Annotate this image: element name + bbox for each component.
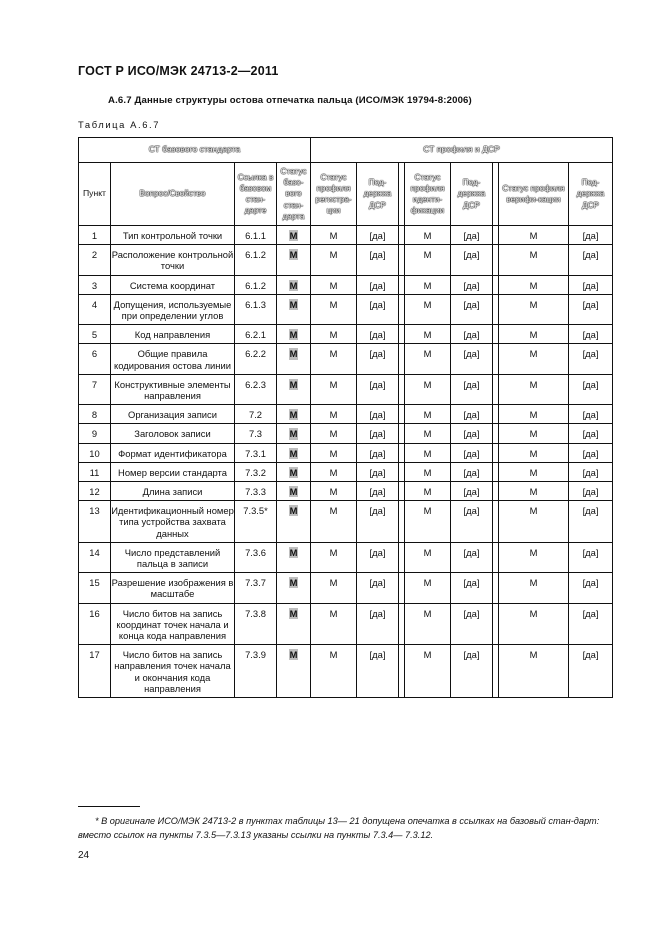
- row-base-status: [277, 226, 311, 245]
- row-item-number: 14: [79, 542, 111, 572]
- base-status-mark: M: [289, 577, 298, 589]
- table-row: [79, 501, 613, 543]
- table-row: [79, 573, 613, 603]
- base-status-mark: M: [289, 298, 298, 310]
- row-id-support: [да]: [451, 405, 493, 424]
- row-id-status: M: [405, 294, 451, 324]
- row-id-status: M: [405, 462, 451, 481]
- row-ver-status: M: [499, 325, 569, 344]
- row-reg-support: [да]: [357, 573, 399, 603]
- row-id-support: [да]: [451, 645, 493, 698]
- row-ver-support: [да]: [569, 542, 613, 572]
- table-row: [79, 294, 613, 324]
- row-reference: 6.1.2: [235, 275, 277, 294]
- row-reg-support: [да]: [357, 344, 399, 374]
- row-id-support: [да]: [451, 294, 493, 324]
- row-question: Код направления: [111, 325, 235, 344]
- row-ver-status: M: [499, 443, 569, 462]
- base-status-mark: M: [289, 607, 298, 619]
- row-item-number: 6: [79, 344, 111, 374]
- base-status-mark: M: [289, 649, 298, 661]
- col-header-ver-status: Статус профиля верифи-кации: [499, 163, 569, 226]
- row-id-support: [да]: [451, 462, 493, 481]
- row-reg-status: M: [311, 443, 357, 462]
- row-question: Длина записи: [111, 482, 235, 501]
- row-id-support: [да]: [451, 424, 493, 443]
- row-question: Система координат: [111, 275, 235, 294]
- row-reg-support: [да]: [357, 275, 399, 294]
- row-reference: 7.3.6: [235, 542, 277, 572]
- row-ver-support: [да]: [569, 603, 613, 645]
- table-row: [79, 344, 613, 374]
- base-status-mark: M: [289, 466, 298, 478]
- row-ver-status: M: [499, 245, 569, 275]
- row-reg-support: [да]: [357, 462, 399, 481]
- row-id-support: [да]: [451, 443, 493, 462]
- table-row: [79, 245, 613, 275]
- row-id-status: M: [405, 573, 451, 603]
- row-id-support: [да]: [451, 344, 493, 374]
- row-id-status: M: [405, 424, 451, 443]
- row-reference: 7.3.9: [235, 645, 277, 698]
- row-ver-support: [да]: [569, 482, 613, 501]
- row-base-status: [277, 374, 311, 404]
- row-reg-status: M: [311, 573, 357, 603]
- row-id-status: M: [405, 542, 451, 572]
- row-reg-support: [да]: [357, 226, 399, 245]
- row-ver-support: [да]: [569, 344, 613, 374]
- row-question: Заголовок записи: [111, 424, 235, 443]
- row-reference: 7.3.7: [235, 573, 277, 603]
- row-id-support: [да]: [451, 573, 493, 603]
- col-header-id-status: Статус профиля иденти-фикации: [405, 163, 451, 226]
- row-reg-support: [да]: [357, 603, 399, 645]
- row-question: Идентификационный номер типа устройства захвата данных: [111, 501, 235, 543]
- row-id-status: M: [405, 374, 451, 404]
- row-reg-status: M: [311, 542, 357, 572]
- footnote-divider: [78, 806, 140, 807]
- row-base-status: [277, 245, 311, 275]
- row-item-number: 4: [79, 294, 111, 324]
- spec-table: [78, 137, 613, 698]
- row-item-number: 7: [79, 374, 111, 404]
- row-id-status: M: [405, 245, 451, 275]
- table-row: [79, 482, 613, 501]
- row-ver-status: M: [499, 501, 569, 543]
- row-item-number: 9: [79, 424, 111, 443]
- row-reference: 7.3.3: [235, 482, 277, 501]
- row-question: Число битов на запись направления точек начала и окончания кода направления: [111, 645, 235, 698]
- row-base-status: [277, 424, 311, 443]
- row-ver-support: [да]: [569, 462, 613, 481]
- row-reg-status: M: [311, 424, 357, 443]
- table-row: [79, 405, 613, 424]
- row-reg-support: [да]: [357, 501, 399, 543]
- row-id-support: [да]: [451, 325, 493, 344]
- row-ver-status: M: [499, 424, 569, 443]
- row-reference: 6.2.3: [235, 374, 277, 404]
- row-question: Число битов на запись координат точек начала и конца кода направления: [111, 603, 235, 645]
- row-base-status: [277, 275, 311, 294]
- row-id-support: [да]: [451, 245, 493, 275]
- row-id-status: M: [405, 226, 451, 245]
- row-ver-support: [да]: [569, 645, 613, 698]
- row-reg-support: [да]: [357, 645, 399, 698]
- row-item-number: 15: [79, 573, 111, 603]
- row-id-status: M: [405, 645, 451, 698]
- col-header-id-support: Под-держка ДСР: [451, 163, 493, 226]
- group-header-profile: СТ профиля и ДСР: [311, 138, 613, 163]
- base-status-mark: M: [289, 428, 298, 440]
- row-ver-status: M: [499, 294, 569, 324]
- row-reference: 6.2.1: [235, 325, 277, 344]
- row-reg-status: M: [311, 325, 357, 344]
- row-ver-status: M: [499, 344, 569, 374]
- row-question: Расположение контрольной точки: [111, 245, 235, 275]
- row-reg-status: M: [311, 275, 357, 294]
- base-status-mark: M: [289, 279, 298, 291]
- base-status-mark: M: [289, 230, 298, 241]
- row-id-support: [да]: [451, 501, 493, 543]
- row-item-number: 8: [79, 405, 111, 424]
- row-question: Общие правила кодирования остова линии: [111, 344, 235, 374]
- table-row: [79, 462, 613, 481]
- col-header-reference: Ссылка в базовом стан-дарте: [235, 163, 277, 226]
- row-ver-support: [да]: [569, 294, 613, 324]
- table-row: [79, 424, 613, 443]
- row-reg-support: [да]: [357, 542, 399, 572]
- row-base-status: [277, 573, 311, 603]
- row-ver-support: [да]: [569, 325, 613, 344]
- row-item-number: 2: [79, 245, 111, 275]
- row-reg-status: M: [311, 245, 357, 275]
- row-reg-support: [да]: [357, 325, 399, 344]
- col-header-item: Пункт: [79, 163, 111, 226]
- footnote: * В оригинале ИСО/МЭК 24713-2 в пунктах таблицы 13— 21 допущена опечатка в ссылках на базовый стан-дарт: вместо ссылок на пункты 7.3.5—7.3.13 указаны ссылки на пункты 7.3.4— 7.3.12.: [78, 816, 600, 840]
- row-reg-support: [да]: [357, 245, 399, 275]
- row-reference: 7.3.5*: [235, 501, 277, 543]
- row-item-number: 13: [79, 501, 111, 543]
- row-reg-support: [да]: [357, 482, 399, 501]
- base-status-mark: M: [289, 546, 298, 558]
- row-base-status: [277, 294, 311, 324]
- row-reference: 7.3.8: [235, 603, 277, 645]
- row-base-status: [277, 344, 311, 374]
- row-reg-support: [да]: [357, 443, 399, 462]
- row-reg-support: [да]: [357, 405, 399, 424]
- row-id-support: [да]: [451, 374, 493, 404]
- base-status-mark: M: [289, 447, 298, 459]
- row-ver-support: [да]: [569, 226, 613, 245]
- row-base-status: [277, 603, 311, 645]
- group-header-base: СТ базового стандарта: [79, 138, 311, 163]
- row-ver-status: M: [499, 482, 569, 501]
- row-id-status: M: [405, 603, 451, 645]
- table-row: [79, 645, 613, 698]
- row-base-status: [277, 325, 311, 344]
- row-item-number: 3: [79, 275, 111, 294]
- row-item-number: 1: [79, 226, 111, 245]
- row-base-status: [277, 482, 311, 501]
- base-status-mark: M: [289, 329, 298, 341]
- row-base-status: [277, 645, 311, 698]
- row-reference: 7.3: [235, 424, 277, 443]
- col-header-reg-support: Под-держка ДСР: [357, 163, 399, 226]
- table-row: [79, 325, 613, 344]
- row-ver-status: M: [499, 603, 569, 645]
- section-title: А.6.7 Данные структуры остова отпечатка пальца (ИСО/МЭК 19794-8:2006): [108, 95, 472, 106]
- row-reg-status: M: [311, 294, 357, 324]
- row-id-support: [да]: [451, 275, 493, 294]
- row-reference: 7.2: [235, 405, 277, 424]
- row-reg-status: M: [311, 501, 357, 543]
- row-question: Допущения, используемые при определении углов: [111, 294, 235, 324]
- row-id-status: M: [405, 501, 451, 543]
- table-row: [79, 275, 613, 294]
- document-header: ГОСТ Р ИСО/МЭК 24713-2—2011: [78, 64, 279, 78]
- base-status-mark: M: [289, 486, 298, 498]
- row-ver-status: M: [499, 226, 569, 245]
- base-status-mark: M: [289, 409, 298, 421]
- row-question: Тип контрольной точки: [111, 226, 235, 245]
- row-question: Разрешение изображения в масштабе: [111, 573, 235, 603]
- row-item-number: 16: [79, 603, 111, 645]
- row-base-status: [277, 542, 311, 572]
- table-label: Таблица А.6.7: [78, 119, 161, 130]
- row-item-number: 11: [79, 462, 111, 481]
- row-id-support: [да]: [451, 226, 493, 245]
- row-reg-status: M: [311, 462, 357, 481]
- row-reference: 6.1.1: [235, 226, 277, 245]
- row-ver-status: M: [499, 374, 569, 404]
- col-header-reg-status: Статус профиля регистра-ции: [311, 163, 357, 226]
- table-row: [79, 443, 613, 462]
- row-reference: 7.3.2: [235, 462, 277, 481]
- row-id-status: M: [405, 275, 451, 294]
- row-ver-status: M: [499, 573, 569, 603]
- row-ver-status: M: [499, 542, 569, 572]
- row-item-number: 17: [79, 645, 111, 698]
- row-reference: 6.1.2: [235, 245, 277, 275]
- row-ver-support: [да]: [569, 443, 613, 462]
- row-reg-status: M: [311, 374, 357, 404]
- table-row: [79, 542, 613, 572]
- row-ver-status: M: [499, 462, 569, 481]
- row-item-number: 5: [79, 325, 111, 344]
- row-question: Формат идентификатора: [111, 443, 235, 462]
- row-reference: 7.3.1: [235, 443, 277, 462]
- row-id-status: M: [405, 325, 451, 344]
- row-reg-status: M: [311, 645, 357, 698]
- row-base-status: [277, 462, 311, 481]
- base-status-mark: M: [289, 348, 298, 360]
- row-base-status: [277, 501, 311, 543]
- row-id-status: M: [405, 482, 451, 501]
- row-ver-support: [да]: [569, 405, 613, 424]
- row-reference: 6.1.3: [235, 294, 277, 324]
- row-ver-status: M: [499, 645, 569, 698]
- table-row: [79, 374, 613, 404]
- row-question: Конструктивные элементы направления: [111, 374, 235, 404]
- row-ver-status: M: [499, 405, 569, 424]
- row-reg-status: M: [311, 344, 357, 374]
- table-row: [79, 603, 613, 645]
- row-id-support: [да]: [451, 603, 493, 645]
- row-item-number: 12: [79, 482, 111, 501]
- row-ver-support: [да]: [569, 374, 613, 404]
- row-ver-support: [да]: [569, 573, 613, 603]
- row-question: Организация записи: [111, 405, 235, 424]
- row-item-number: 10: [79, 443, 111, 462]
- row-ver-support: [да]: [569, 501, 613, 543]
- row-id-status: M: [405, 405, 451, 424]
- row-question: Число представлений пальца в записи: [111, 542, 235, 572]
- row-reg-support: [да]: [357, 294, 399, 324]
- row-question: Номер версии стандарта: [111, 462, 235, 481]
- row-reference: 6.2.2: [235, 344, 277, 374]
- table-body: [79, 226, 613, 698]
- row-base-status: [277, 405, 311, 424]
- base-status-mark: M: [289, 378, 298, 390]
- row-id-status: M: [405, 344, 451, 374]
- row-ver-support: [да]: [569, 245, 613, 275]
- row-ver-support: [да]: [569, 275, 613, 294]
- row-id-support: [да]: [451, 482, 493, 501]
- row-id-support: [да]: [451, 542, 493, 572]
- row-ver-support: [да]: [569, 424, 613, 443]
- page-number: 24: [78, 850, 90, 861]
- row-id-status: M: [405, 443, 451, 462]
- base-status-mark: M: [289, 505, 298, 517]
- col-header-ver-support: Под-держка ДСР: [569, 163, 613, 226]
- base-status-mark: M: [289, 249, 298, 261]
- row-reg-status: M: [311, 226, 357, 245]
- row-reg-status: M: [311, 405, 357, 424]
- row-base-status: [277, 443, 311, 462]
- row-reg-support: [да]: [357, 424, 399, 443]
- row-reg-support: [да]: [357, 374, 399, 404]
- col-header-base-status: Статус базо-вого стан-дарта: [277, 163, 311, 226]
- row-ver-status: M: [499, 275, 569, 294]
- col-header-question: Вопрос/Свойство: [111, 163, 235, 226]
- table-row: [79, 226, 613, 245]
- row-reg-status: M: [311, 603, 357, 645]
- row-reg-status: M: [311, 482, 357, 501]
